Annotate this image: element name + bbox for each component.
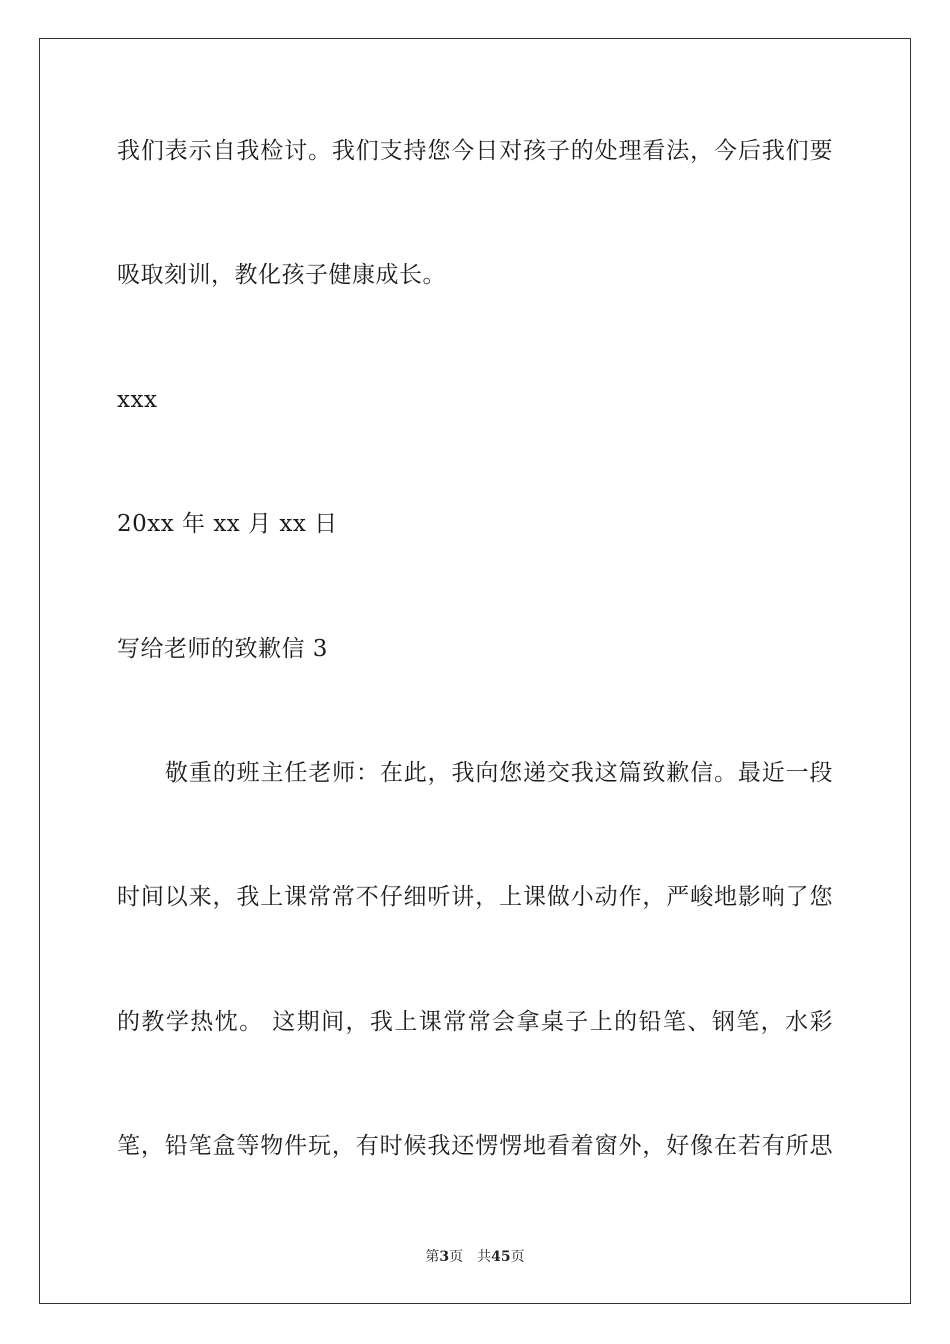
total-suffix: 页 — [510, 1249, 525, 1265]
page-number: 3 — [439, 1249, 450, 1265]
body-line-2: 吸取刻训，教化孩子健康成长。 — [117, 262, 446, 288]
page-border — [39, 38, 911, 1304]
paragraph-line-3: 的教学热忱。 这期间，我上课常常会拿桌子上的铅笔、钢笔，水彩 — [117, 1009, 833, 1035]
paragraph-line-2: 时间以来，我上课常常不仔细听讲，上课做小动作，严峻地影响了您 — [117, 884, 833, 910]
page-suffix: 页 — [449, 1249, 464, 1265]
total-prefix: 共 — [477, 1249, 492, 1265]
page-footer — [0, 1248, 950, 1266]
page-prefix: 第 — [425, 1249, 440, 1265]
signature-date: 20xx 年 xx 月 xx 日 — [117, 511, 338, 537]
body-line-1: 我们表示自我检讨。我们支持您今日对孩子的处理看法，今后我们要 — [117, 138, 833, 164]
total-pages: 45 — [491, 1249, 511, 1265]
paragraph-line-4: 笔，铅笔盒等物件玩，有时候我还愣愣地看着窗外，好像在若有所思 — [117, 1133, 833, 1159]
section-heading: 写给老师的致歉信 3 — [117, 636, 328, 662]
paragraph-line-1: 敬重的班主任老师：在此，我向您递交我这篇致歉信。最近一段 — [165, 760, 833, 786]
signature-name: xxx — [117, 387, 158, 413]
